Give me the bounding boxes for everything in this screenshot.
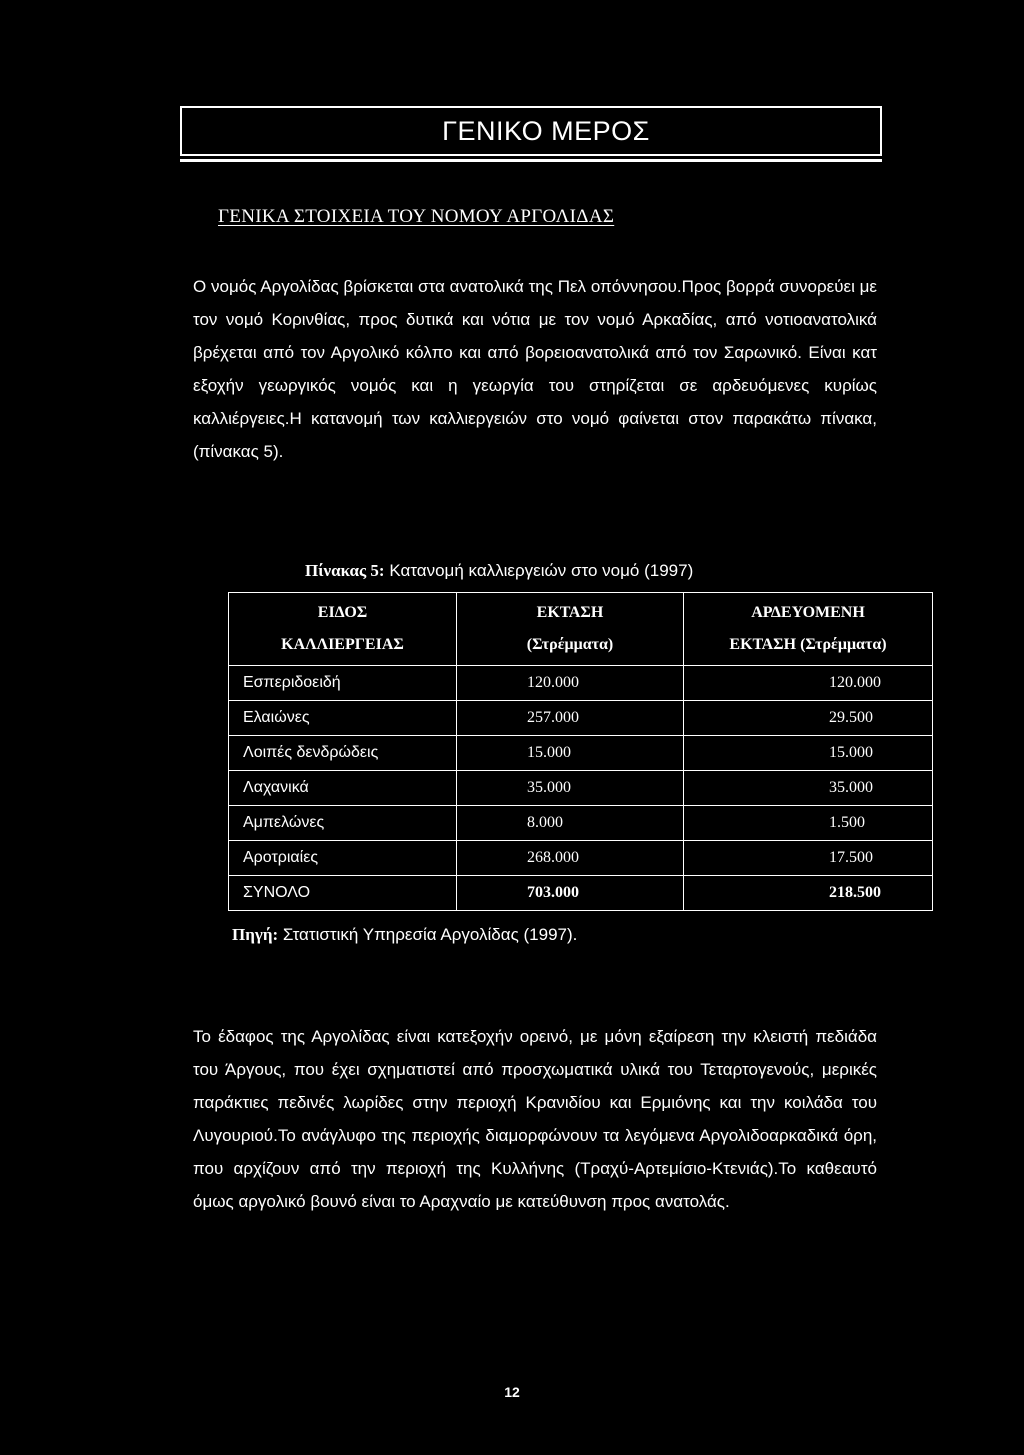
header-irrigated-area: [684, 593, 933, 666]
section-title-box: [180, 106, 882, 156]
table-row: [229, 841, 933, 876]
crop-area: 35.000: [457, 771, 684, 806]
crop-area: 15.000: [457, 736, 684, 771]
table-header-row: [229, 593, 933, 666]
crop-area: 268.000: [457, 841, 684, 876]
header-area: [457, 593, 684, 666]
crop-irrigated: 15.000: [684, 736, 933, 771]
header-crop-type-line2: ΚΑΛΛΙΕΡΓΕΙΑΣ: [281, 636, 404, 653]
table-row: [229, 736, 933, 771]
crop-name: Αροτριαίες: [229, 841, 457, 876]
source-label: Πηγή:: [232, 925, 279, 944]
crop-name: Εσπεριδοειδή: [229, 666, 457, 701]
table-caption-text: Κατανομή καλλιεργειών στο νομό (1997): [384, 561, 694, 580]
crop-name: Λοιπές δενδρώδεις: [229, 736, 457, 771]
terrain-paragraph: Το έδαφος της Αργολίδας είναι κατεξοχήν ορεινό, με μόνη εξαίρεση την κλειστή πεδιάδα του Άργους, που έχει σχηματιστεί από προσχωματικά υλικά του Τεταρτογενούς, μερικές παράκτιες πεδινές λωρίδες στην περιοχή Κρανιδίου και Ερμιόνης και την κοιλάδα του Λυγουριού.Το ανάγλυφο της περιοχής διαμορφώνουν τα λεγόμενα Αργολιδοαρκαδικά όρη, που αρχίζουν από την περιοχή της Κυλλήνης (Τραχύ-Αρτεμίσιο-Κτενιάς).Το καθεαυτό όμως αργολικό βουνό είναι το Αραχναίο με κατεύθυνση προς ανατολάς.: [193, 1027, 877, 1211]
crop-name: Αμπελώνες: [229, 806, 457, 841]
intro-paragraph: Ο νομός Αργολίδας βρίσκεται στα ανατολικά της Πελ οπόννησου.Προς βορρά συνορεύει με τον νομό Κορινθίας, προς δυτικά και νότια με τον νομό Αρκαδίας, από νοτιοανατολικά βρέχεται από τον Αργολικό κόλπο και από βορειοανατολικά από τον Σαρωνικό. Είναι κατ εξοχήν γεωργικός νομός και η γεωργία του στηρίζεται σε αρδευόμενες κυρίως καλλιέργειες.Η κατανομή των καλλιεργειών στο νομό φαίνεται στον παρακάτω πίνακα, (πίνακας 5).: [193, 277, 877, 461]
crop-name: Λαχανικά: [229, 771, 457, 806]
crops-table: [228, 592, 933, 911]
header-irrigated-line1: ΑΡΔΕΥΟΜΕΝΗ: [751, 604, 865, 621]
chapter-heading: ΓΕΝΙΚΑ ΣΤΟΙΧΕΙΑ ΤΟΥ ΝΟΜΟΥ ΑΡΓΟΛΙΔΑΣ: [218, 206, 615, 227]
crop-irrigated: 17.500: [684, 841, 933, 876]
source-text: Στατιστική Υπηρεσία Αργολίδας (1997).: [278, 925, 578, 944]
total-area: 703.000: [457, 876, 684, 911]
crop-irrigated: 29.500: [684, 701, 933, 736]
table-row: [229, 771, 933, 806]
header-irrigated-line2: ΕΚΤΑΣΗ (Στρέμματα): [729, 636, 887, 653]
section-title: ΓΕΝΙΚΟ ΜΕΡΟΣ: [442, 115, 650, 146]
table-total-row: [229, 876, 933, 911]
header-area-line2: (Στρέμματα): [526, 636, 614, 653]
header-crop-type-line1: ΕΙΔΟΣ: [317, 604, 368, 621]
total-irrigated: 218.500: [684, 876, 933, 911]
total-label: ΣΥΝΟΛΟ: [229, 876, 457, 911]
table-source: [232, 925, 577, 945]
table-caption-label: Πίνακας 5:: [305, 561, 385, 580]
crop-area: 120.000: [457, 666, 684, 701]
header-crop-type: [229, 593, 457, 666]
header-area-line1: ΕΚΤΑΣΗ: [536, 604, 604, 621]
crop-area: 257.000: [457, 701, 684, 736]
crop-irrigated: 35.000: [684, 771, 933, 806]
crop-name: Ελαιώνες: [229, 701, 457, 736]
table-row: [229, 701, 933, 736]
page-number: 12: [504, 1384, 520, 1400]
table-row: [229, 806, 933, 841]
crop-irrigated: 1.500: [684, 806, 933, 841]
crop-irrigated: 120.000: [684, 666, 933, 701]
table-caption: [305, 561, 693, 581]
table-row: [229, 666, 933, 701]
crop-area: 8.000: [457, 806, 684, 841]
